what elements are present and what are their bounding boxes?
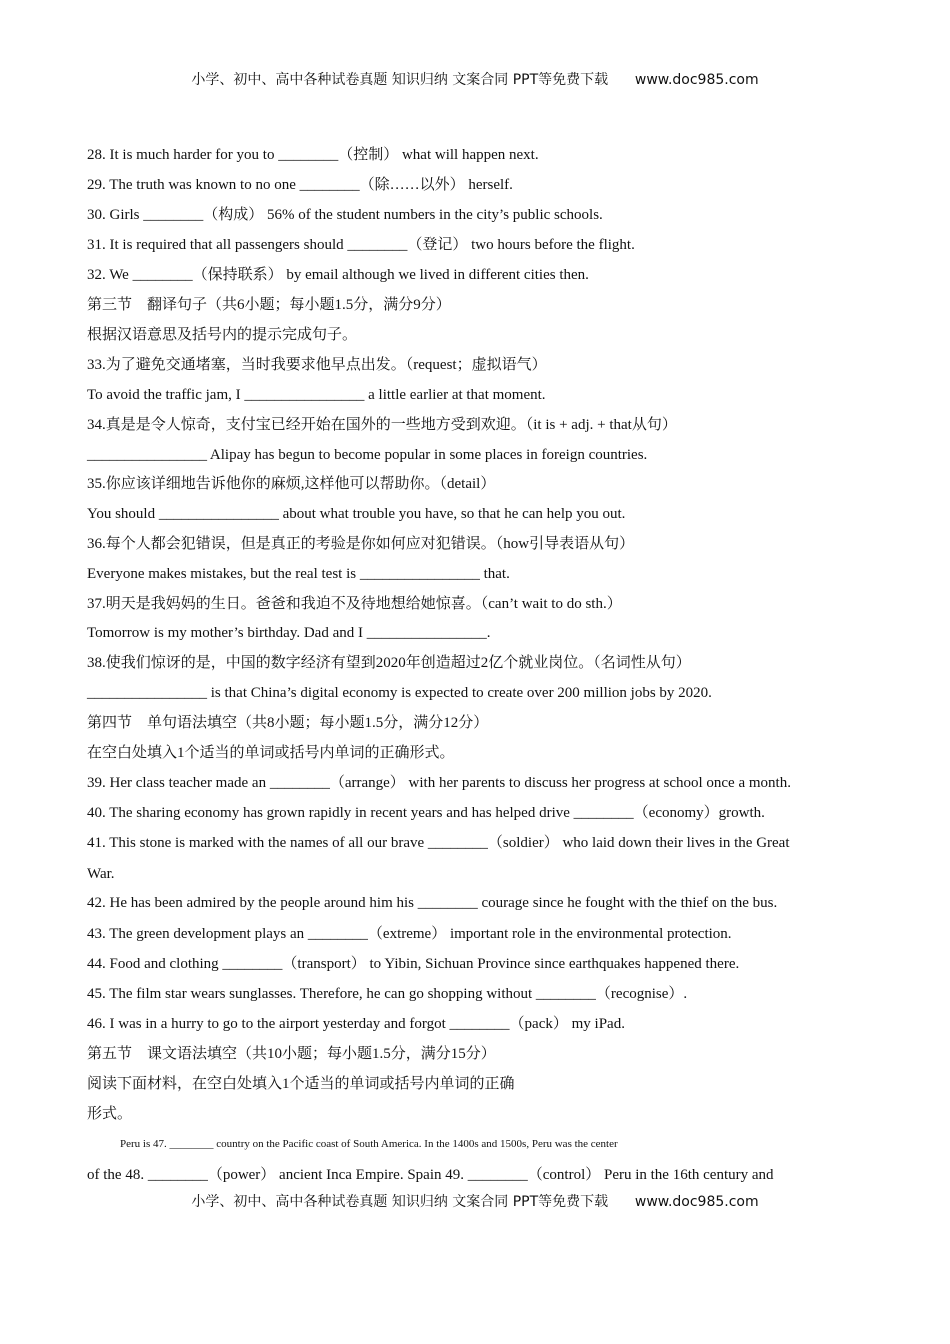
line-41-cont: War. (87, 866, 115, 882)
page-footer (0, 1191, 950, 1211)
line-34-cn: 34.真是是令人惊奇，支付宝已经开始在国外的一些地方受到欢迎。（it is + adj. + that从句） (87, 417, 677, 433)
line-42: 42. He has been admired by the people around him his ________ courage since he fought with the thief on the bus. (87, 895, 778, 911)
line-32: 32. We ________（保持联系） by email although we lived in different cities then. (87, 267, 589, 283)
line-38-cn: 38.使我们惊讶的是，中国的数字经济有望到2020年创造超过2亿个就业岗位。（名词性从句） (87, 655, 691, 671)
section-5-instruction: 阅读下面材料，在空白处填入1个适当的单词或括号内单词的正确 (87, 1076, 515, 1092)
line-39: 39. Her class teacher made an ________（arrange） with her parents to discuss her progress at school once a month. (87, 775, 791, 791)
footer-text: 小学、初中、高中各种试卷真题 知识归纳 文案合同 PPT等免费下载 (191, 1194, 609, 1210)
header-text: 小学、初中、高中各种试卷真题 知识归纳 文案合同 PPT等免费下载 (191, 72, 609, 88)
line-38-en: ________________ is that China’s digital economy is expected to create over 200 million jobs by 2020. (87, 685, 712, 701)
section-4-instruction: 在空白处填入1个适当的单词或括号内单词的正确形式。 (87, 745, 455, 761)
line-31: 31. It is required that all passengers should ________（登记） two hours before the flight. (87, 237, 635, 253)
line-36-en: Everyone makes mistakes, but the real test is ________________ that. (87, 566, 510, 582)
line-36-cn: 36.每个人都会犯错误，但是真正的考验是你如何应对犯错误。（how引导表语从句） (87, 536, 635, 552)
section-3-title: 第三节 翻译句子（共6小题；每小题1.5分，满分9分） (87, 297, 451, 313)
section-5-instruction-cont: 形式。 (87, 1106, 133, 1122)
line-37-cn: 37.明天是我妈妈的生日。爸爸和我迫不及待地想给她惊喜。（can’t wait to do sth.） (87, 596, 622, 612)
footer-url: www.doc985.com (634, 1194, 759, 1210)
line-29: 29. The truth was known to no one ________（除……以外） herself. (87, 177, 513, 193)
line-33-cn: 33.为了避免交通堵塞，当时我要求他早点出发。（request；虚拟语气） (87, 357, 547, 373)
passage-line-2: of the 48. ________（power） ancient Inca Empire. Spain 49. ________（control） Peru in the 16th century and (87, 1167, 774, 1183)
line-33-en: To avoid the traffic jam, I ________________ a little earlier at that moment. (87, 387, 546, 403)
line-35-en: You should ________________ about what trouble you have, so that he can help you out. (87, 506, 626, 522)
line-37-en: Tomorrow is my mother’s birthday. Dad and I ________________. (87, 625, 491, 641)
line-43: 43. The green development plays an ________（extreme） important role in the environmental protection. (87, 926, 732, 942)
section-4-title: 第四节 单句语法填空（共8小题；每小题1.5分，满分12分） (87, 715, 489, 731)
page-header (0, 69, 950, 89)
section-3-instruction: 根据汉语意思及括号内的提示完成句子。 (87, 327, 358, 343)
line-46: 46. I was in a hurry to go to the airport yesterday and forgot ________（pack） my iPad. (87, 1016, 625, 1032)
header-url: www.doc985.com (634, 72, 759, 88)
line-28: 28. It is much harder for you to ________（控制） what will happen next. (87, 147, 539, 163)
line-35-cn: 35.你应该详细地告诉他你的麻烦,这样他可以帮助你。（detail） (87, 476, 496, 492)
line-44: 44. Food and clothing ________（transport） to Yibin, Sichuan Province since earthquakes happened there. (87, 956, 740, 972)
line-40: 40. The sharing economy has grown rapidly in recent years and has helped drive ________（economy）growth. (87, 805, 765, 821)
line-45: 45. The film star wears sunglasses. Therefore, he can go shopping without ________（recognise）. (87, 986, 688, 1002)
passage-line-1: Peru is 47. ________ country on the Pacific coast of South America. In the 1400s and 1500s, Peru was the center (120, 1138, 618, 1150)
line-30: 30. Girls ________（构成） 56% of the student numbers in the city’s public schools. (87, 207, 603, 223)
line-41: 41. This stone is marked with the names of all our brave ________（soldier） who laid down their lives in the Great (87, 835, 790, 851)
line-34-en: ________________ Alipay has begun to become popular in some places in foreign countries. (87, 447, 648, 463)
section-5-title: 第五节 课文语法填空（共10小题；每小题1.5分，满分15分） (87, 1046, 496, 1062)
